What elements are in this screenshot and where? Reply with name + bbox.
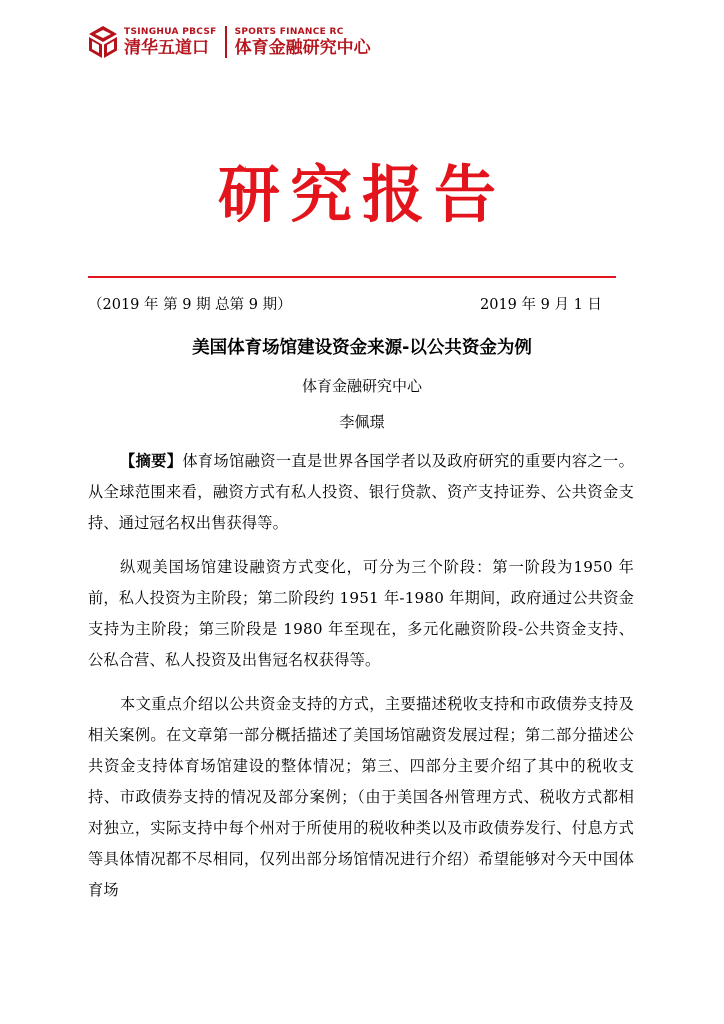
- pbcsf-logo-icon: [88, 25, 118, 59]
- organization: 体育金融研究中心: [301, 377, 422, 395]
- logo-cn-right: 体育金融研究中心: [234, 38, 371, 58]
- issue-number: （2019 年 第 9 期 总第 9 期）: [88, 297, 292, 313]
- header-logo: [88, 22, 371, 62]
- body-paragraph: 本文重点介绍以公共资金支持的方式，主要描述税收支持和市政债券支持及相关案例。在文章第一部分概括描述了美国场馆融资发展过程；第二部分描述公共资金支持体育场馆建设的整体情况；第三、四部分主要介绍了其中的税收支持、市政债券支持的情况及部分案例；（由于美国各州管理方式、税收方式都相对独立，实际支持中每个州对于所使用的税收种类以及市政债券发行、付息方式等具体情况都不尽相同，仅列出部分场馆情况进行介绍）希望能够对今天中国体育场: [88, 695, 634, 899]
- abstract-text: 体育场馆融资一直是世界各国学者以及政府研究的重要内容之一。从全球范围来看，融资方式有私人投资、银行贷款、资产支持证券、公共资金支持、通过冠名权出售获得等。: [88, 452, 634, 532]
- logo-en-left: TSINGHUA PBCSF: [124, 27, 217, 37]
- article-title: 美国体育场馆建设资金来源-以公共资金为例: [192, 338, 532, 358]
- body-paragraph: 纵观美国场馆建设融资方式变化，可分为三个阶段：第一阶段为1950 年前，私人投资为主阶段；第二阶段约 1951 年-1980 年期间，政府通过公共资金支持为主阶段；第三阶段是 1980 年至现在，多元化融资阶段-公共资金支持、公私合营、私人投资及出售冠名权获得等。: [88, 558, 634, 669]
- author: 李佩璟: [339, 413, 385, 431]
- logo-en-right: SPORTS FINANCE RC: [234, 27, 344, 37]
- logo-cn-left: 清华五道口: [124, 38, 209, 58]
- article-body: [88, 446, 634, 919]
- logo-right: [235, 26, 371, 58]
- abstract-paragraph: [88, 446, 634, 539]
- issue-date: 2019 年 9 月 1 日: [480, 297, 602, 313]
- logo-separator: [225, 26, 227, 58]
- report-big-title: 研究报告: [217, 158, 506, 231]
- abstract-label: 【摘要】: [120, 452, 183, 470]
- title-divider: [88, 276, 616, 278]
- logo-left: [124, 26, 217, 58]
